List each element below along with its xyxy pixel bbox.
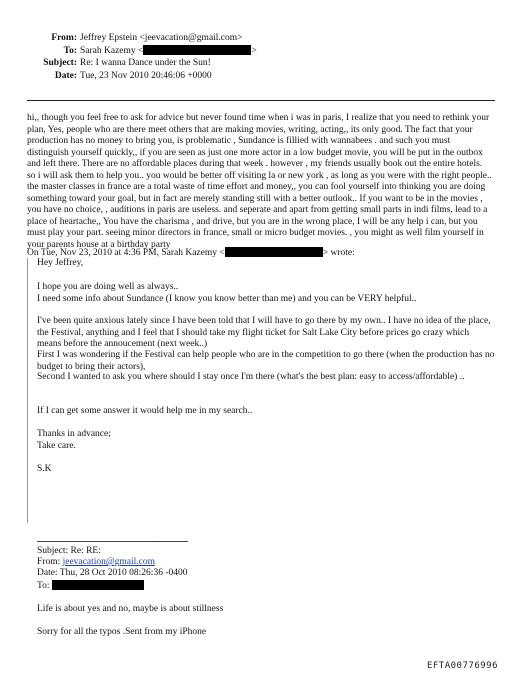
quoted-line: Second I wanted to ask you where should I stay once I'm there (what's the best plan: easy to access/affordable) .. [37,372,465,382]
date-label: Date: [54,70,77,81]
quoted-line: Take care. [37,441,76,451]
to-row [0,45,512,58]
quoted-line: First I was wondering if the Festival can help people who are in the competition to go there (when the production has no budget to bring their actors), [37,350,495,372]
quoted-line: I've been quite anxious lately since I have been told that I will have to go there by my own.. I have no idea of the place, the Festival, anything and I feel that I should take my flight ticket for Salt Lake City before prices go crazy which means before the annoucement (next week..) [37,316,491,349]
forwarded-message [37,546,223,638]
from-value: Jeffrey Epstein <jeevacation@gmail.com> [80,33,243,43]
forwarded-line: Sorry for all the typos .Sent from my iPhone [37,627,207,638]
quoted-line: Thanks in advance; [37,429,111,439]
bates-number: EFTA00776996 [426,661,498,671]
quoted-paragraph [37,282,495,294]
forwarded-from [37,557,223,568]
reply-text: hi,, though you feel free to ask for advice but never found time when i was in paris, I realize that you need to rethink your plan, Yes, people who are there meet others that are making movies, writing, acting,, its only good. The fact that your production has no money to bring you, is problematic , Sundance is fillied with wannabees . and such you must distinguish yourself quickly,, if you are seen as just one more actor in a low budget movie, you will be put in the outbox and left there. There are no affordable places during that week . however , my friends usually book out the entire hotels. so i will ask them to help you.. you would be better off visiting la or new york , as long as you were with the right people.. the master classes in france are a total waste of time effort and money,, you can fool yourself into thinking you are doing something toward your goal, but in fact are merely standing still with a better outlook.. If you want to be in the movies , you have no choice, , auditions in paris are useless. and seperate and apart from getting small parts in indi films, lead to a place of heartache,, You have the charisma , and drive, but you are in the wrong place, I will be any help i can, but you must play your part. seeing minor directors in france, small or micro budget movies. , you might as well film yourself in your parents house at a birthday party [27,113,492,250]
quoted-line: If I can get some answer it would help me in my search.. [37,406,253,416]
quote-intro-prefix: On Tue, Nov 23, 2010 at 4:36 PM, Sarah Kazemy < [27,248,225,258]
header-divider [27,100,495,101]
to-value [80,45,257,58]
quoted-paragraph [37,316,495,351]
date-row [0,70,512,83]
quoted-closing [37,441,495,453]
quoted-greeting-text: Hey Jeffrey, [37,258,84,268]
forwarded-from-label: From: [37,557,63,568]
quoted-paragraph [37,350,495,373]
forwarded-subject: Subject: Re: RE: [37,546,101,556]
quoted-line: I need some info about Sundance (I know you know better than me) and you can be VERY helpful.. [37,294,417,304]
to-value-prefix: Sarah Kazemy < [80,45,144,56]
forwarded-date: Date: Thu, 28 Oct 2010 08:26:36 -0400 [37,568,188,579]
forwarded-line: Life is about yes and no, maybe is about stillness [37,603,224,614]
forwarded-to [37,580,223,592]
forward-divider [37,541,188,542]
to-value-suffix: > [251,45,257,56]
from-row [0,32,512,45]
email-link[interactable]: jeevacation@gmail.com [62,557,155,568]
date-value: Tue, 23 Nov 2010 20:46:06 +0000 [80,70,212,81]
quoted-line: S.K [37,464,52,474]
quoted-line: I hope you are doing well as always.. [37,282,179,292]
subject-value: Re: I wanna Dance under the Sun! [80,58,211,68]
quoted-paragraph [37,372,495,384]
subject-label: Subject: [43,58,77,68]
quoted-paragraph [37,294,495,306]
reply-body [27,113,493,251]
quoted-closing [37,429,495,441]
to-label: To: [63,45,77,56]
quote-intro-suffix: > wrote: [322,248,355,258]
quoted-paragraph [37,406,495,418]
forwarded-to-label: To: [37,580,52,591]
redaction-box [143,45,251,55]
quote-intro [27,247,355,258]
quote-bar [27,258,28,523]
quoted-signature [37,464,495,476]
redaction-box [225,247,323,257]
email-header [0,32,512,82]
from-label: From: [51,33,77,43]
redaction-box [52,580,144,590]
quoted-greeting [37,258,495,270]
subject-row [0,57,512,70]
